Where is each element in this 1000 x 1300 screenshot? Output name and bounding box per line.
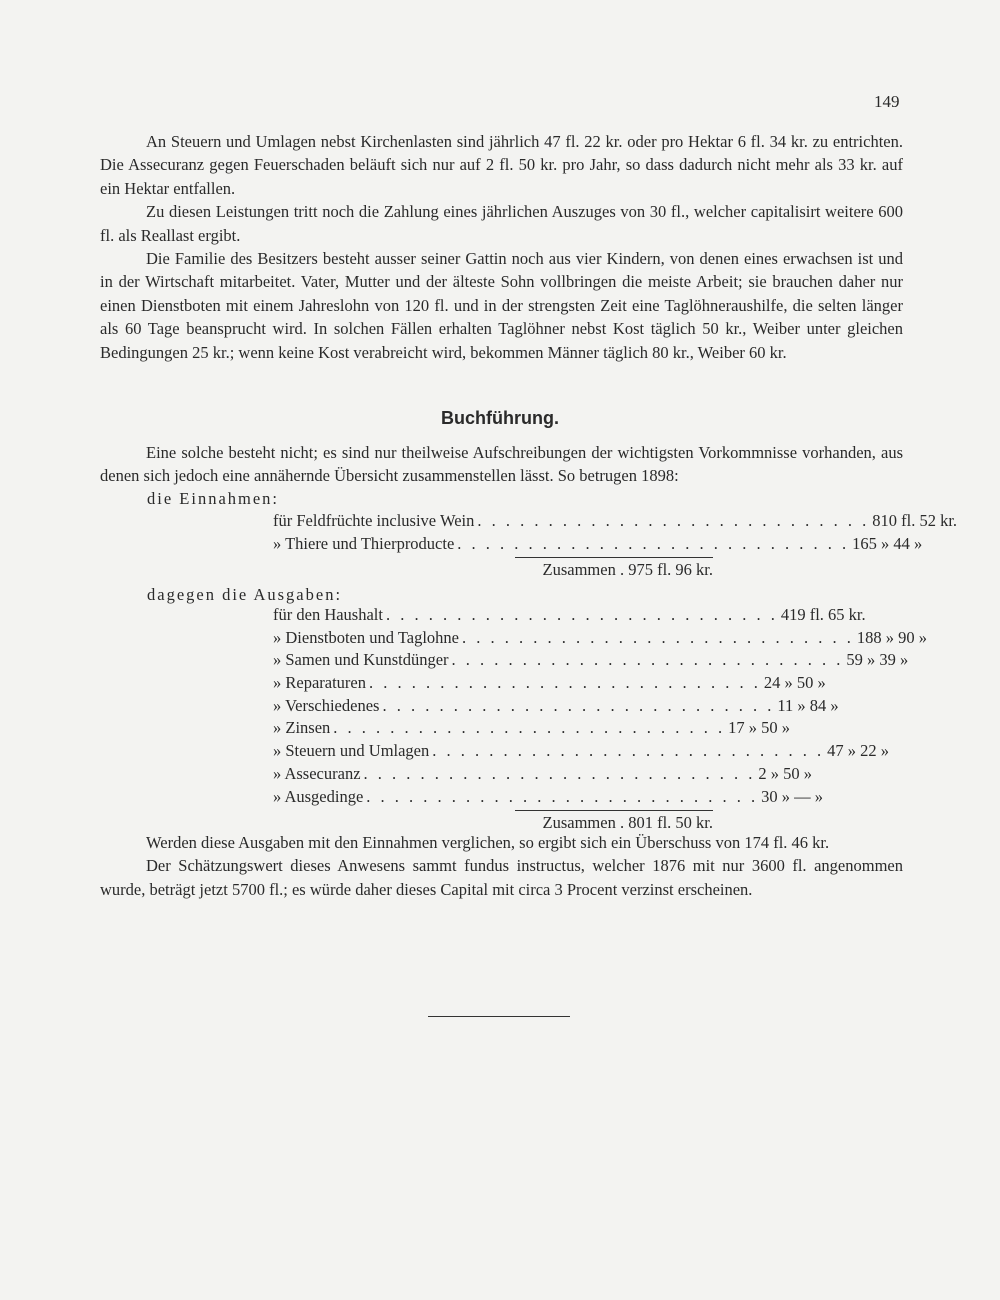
row-amount: 11 » 84 » xyxy=(777,695,839,715)
ausgaben-total: Zusammen . 801 fl. 50 kr. xyxy=(542,813,713,833)
paragraph: Zu diesen Leistungen tritt noch die Zahlung eines jährlichen Auszuges von 30 fl., welcher capitalisirt weitere 600 fl. als Reallast ergibt. xyxy=(100,202,903,245)
table-row xyxy=(273,627,927,650)
leader-dots: . . . . . . . . . . . . . . . . . . . . . . . . . . . . xyxy=(385,605,778,624)
row-description: » Samen und Kunstdünger xyxy=(273,650,449,670)
table-row xyxy=(273,604,866,627)
paragraph: An Steuern und Umlagen nebst Kirchenlasten sind jährlich 47 fl. 22 kr. oder pro Hektar 6 fl. 34 kr. zu entrichten. Die Assecuranz gegen Feuerschaden beläuft sich nur auf 2 fl. 50 kr. pro Jahr, so dass dadurch nicht mehr als 33 kr. auf ein Hektar entfallen. xyxy=(100,132,903,198)
leader-dots: . . . . . . . . . . . . . . . . . . . . . . . . . . . . xyxy=(457,533,850,553)
body-text-top xyxy=(100,130,903,364)
row-amount: 419 fl. 65 kr. xyxy=(780,605,866,624)
closing-rule xyxy=(428,1016,570,1017)
row-amount: 2 » 50 » xyxy=(758,763,813,783)
table-row xyxy=(273,533,923,556)
row-amount: 188 » 90 » xyxy=(856,627,927,647)
leader-dots: . . . . . . . . . . . . . . . . . . . . . . . . . . . . xyxy=(477,511,870,530)
page-number: 149 xyxy=(874,92,900,111)
leader-dots: . . . . . . . . . . . . . . . . . . . . . . . . . . . . xyxy=(363,763,756,783)
section-heading: Buchführung. xyxy=(441,408,559,428)
ausgaben-label: dagegen die Ausgaben: xyxy=(147,585,343,604)
paragraph: Werden diese Ausgaben mit den Einnahmen verglichen, so ergibt sich ein Überschuss von 174 fl. 46 kr. xyxy=(146,833,830,852)
row-amount: 24 » 50 » xyxy=(763,673,826,693)
body-text-mid xyxy=(100,441,903,488)
leader-dots: . . . . . . . . . . . . . . . . . . . . . . . . . . . . xyxy=(432,741,825,761)
row-amount: 30 » — » xyxy=(761,786,824,806)
row-amount: 165 » 44 » xyxy=(852,533,923,553)
leader-dots: . . . . . . . . . . . . . . . . . . . . . . . . . . . . xyxy=(369,673,761,693)
paragraph: Die Familie des Besitzers besteht ausser seiner Gattin noch aus vier Kindern, von denen eines erwachsen ist und in der Wirtschaft mitarbeitet. Vater, Mutter und der älteste Sohn vollbringen die meiste Arbeit; sie brauchen daher nur einen Dienstboten mit einem Jahreslohn von 120 fl. und in der strengsten Zeit eine Taglöhneraushilfe, die selten länger als 60 Tage beansprucht wird. In solchen Fällen erhalten Taglöhner nebst Kost täglich 50 kr., Weiber unter gleichen Bedingungen 25 kr.; wenn keine Kost verabreicht wird, bekommen Männer täglich 80 kr., Weiber 60 kr. xyxy=(100,249,903,362)
einnahmen-total: Zusammen . 975 fl. 96 kr. xyxy=(542,560,713,580)
row-description: » Ausgedinge xyxy=(273,786,364,806)
leader-dots: . . . . . . . . . . . . . . . . . . . . . . . . . . . . xyxy=(366,786,759,806)
row-description: » Steuern und Umlagen xyxy=(273,741,430,761)
table-row xyxy=(273,786,824,809)
row-description: » Dienstboten und Taglohne xyxy=(273,627,459,647)
leader-dots: . . . . . . . . . . . . . . . . . . . . . . . . . . . . xyxy=(461,627,854,647)
row-description: » Assecuranz xyxy=(273,763,361,783)
leader-dots: . . . . . . . . . . . . . . . . . . . . . . . . . . . . xyxy=(333,718,726,738)
row-description: » Reparaturen xyxy=(273,673,366,693)
row-description: für den Haushalt xyxy=(273,605,383,624)
ausgaben-table xyxy=(273,604,927,835)
row-description: » Zinsen xyxy=(273,718,331,738)
table-row xyxy=(273,695,839,718)
row-description: » Verschiedenes xyxy=(273,695,380,715)
row-amount: 17 » 50 » xyxy=(728,718,791,738)
row-description: für Feldfrüchte inclusive Wein xyxy=(273,511,475,530)
einnahmen-table xyxy=(273,510,958,582)
einnahmen-label: die Einnahmen: xyxy=(147,489,280,508)
table-row xyxy=(273,510,958,533)
paragraph: Eine solche besteht nicht; es sind nur theilweise Aufschreibungen der wichtigsten Vorkommnisse vorhanden, aus denen sich jedoch eine annähernde Übersicht zusammenstellen lässt. So betrugen 1898: xyxy=(100,443,903,486)
table-row xyxy=(273,763,813,786)
table-row xyxy=(273,717,791,740)
row-description: » Thiere und Thierproducte xyxy=(273,533,455,553)
table-row xyxy=(273,740,890,763)
row-amount: 59 » 39 » xyxy=(846,650,909,670)
row-amount: 810 fl. 52 kr. xyxy=(872,511,958,530)
leader-dots: . . . . . . . . . . . . . . . . . . . . . . . . . . . . xyxy=(451,650,844,670)
paragraph: Der Schätzungswert dieses Anwesens sammt fundus instructus, welcher 1876 mit nur 3600 fl. angenommen wurde, beträgt jetzt 5700 fl.; es würde daher dieses Capital mit circa 3 Procent verzinst erscheinen. xyxy=(100,856,903,899)
table-row xyxy=(273,672,826,695)
table-row xyxy=(273,649,909,672)
leader-dots: . . . . . . . . . . . . . . . . . . . . . . . . . . . . xyxy=(382,695,775,715)
row-amount: 47 » 22 » xyxy=(827,741,890,761)
body-text-bottom xyxy=(100,831,903,901)
